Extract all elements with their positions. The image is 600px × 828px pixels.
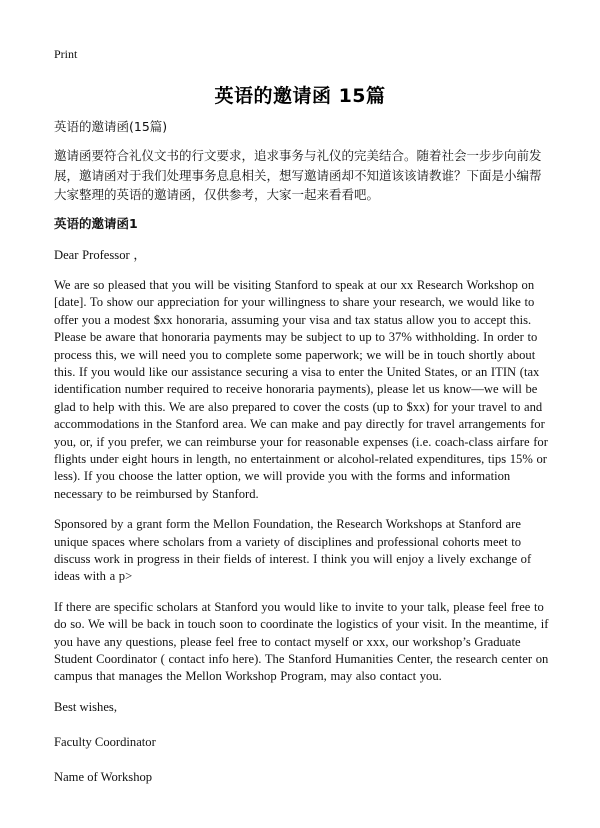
page-title: 英语的邀请函 15篇 <box>214 85 386 107</box>
print-link[interactable]: Print <box>54 47 78 61</box>
closing-line: Best wishes, <box>54 699 117 714</box>
body-paragraph-1: We are so pleased that you will be visiting Stanford to speak at our xx Research Workshop on [date]. To show our appreciation for your willingness to share your research, we would like to offer you a modest $xx honoraria, assuming your visa and tax status allow you to accept this. Please be aware that honoraria payments may be subject to up to 37% withholding. In order to process this, we will need you to complete some paperwork; we will be in touch shortly about this. If you would like our assistance securing a visa to enter the United States, or an ITIN (tax identification number required to receive honoraria payments), please let us know—we will be glad to help with this. We are also prepared to cover the costs (up to $xx) for your travel to and accommodations in the Stanford area. We can make and pay directly for travel arrangements for you, or, if you prefer, we can reimburse your for reasonable expenses (i.e. coach-class airfare for flights under eight hours in length, no entertainment or alcohol-related expenditures, tips 15% or less). If you choose the latter option, we will provide you with the forms and information necessary to be reimbursed by Stanford. <box>54 277 548 501</box>
body-paragraph-3: If there are specific scholars at Stanford you would like to invite to your talk, please feel free to do so. We will be back in touch soon to coordinate the logistics of your visit. In the meantime, if you have any questions, please feel free to contact myself or xxx, our workshop’s Graduate Student Coordinator ( contact info here). The Stanford Humanities Center, the research center on campus that manages the Mellon Workshop Program, may also contact you. <box>54 599 549 684</box>
intro-paragraph: 邀请函要符合礼仪文书的行文要求，追求事务与礼仪的完美结合。随着社会一步步向前发展，邀请函对于我们处理事务息息相关，想写邀请函却不知道该该请教谁？下面是小编帮大家整理的英语的邀请函，仅供参考，大家一起来看看吧。 <box>54 148 542 202</box>
article-subtitle: 英语的邀请函(15篇) <box>54 119 168 134</box>
body-paragraph-2: Sponsored by a grant form the Mellon Foundation, the Research Workshops at Stanford are unique spaces where scholars from a variety of disciplines and professional cohorts meet to discuss work in progress in their fields of interest. I think you will enjoy a lively exchange of ideas with a p> <box>54 517 532 584</box>
signature-role: Faculty Coordinator <box>54 734 156 749</box>
signature-workshop: Name of Workshop <box>54 769 153 784</box>
section-heading: 英语的邀请函1 <box>54 215 138 231</box>
salutation: Dear Professor ， <box>54 247 146 262</box>
article-body <box>54 118 550 804</box>
